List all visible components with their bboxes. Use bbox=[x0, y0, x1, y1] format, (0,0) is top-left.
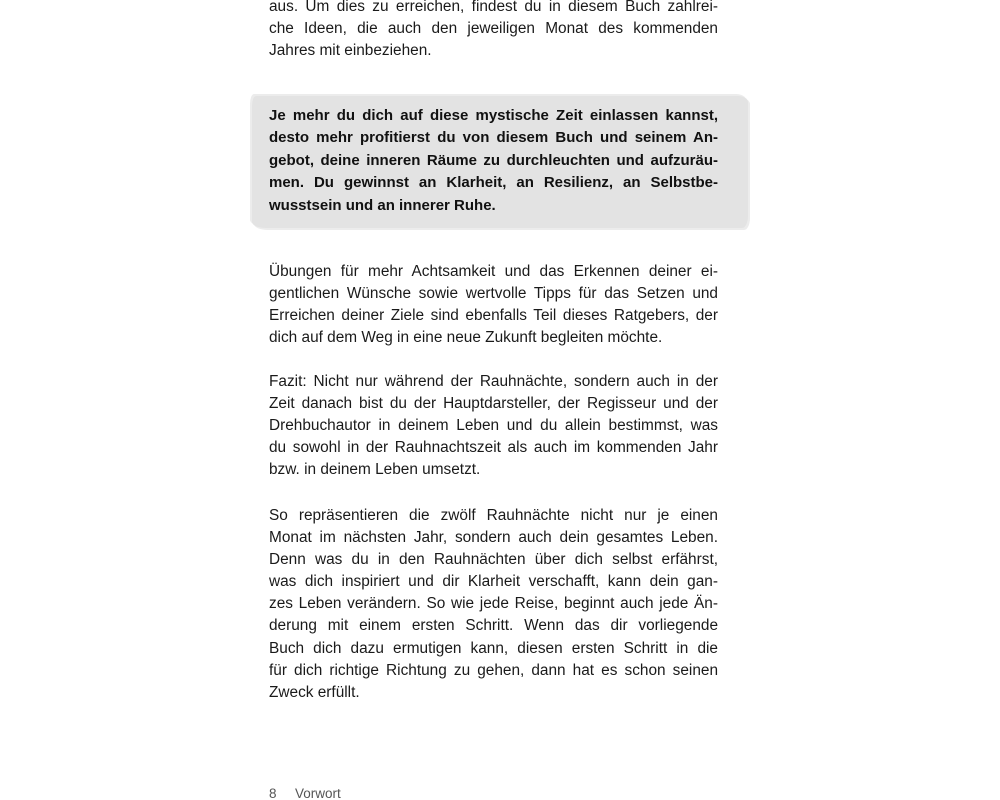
text-line: bzw. in deinem Leben umsetzt. bbox=[269, 461, 481, 479]
text-line: gebot, deine inneren Räume zu durchleuchten und aufzuräu- bbox=[269, 151, 718, 169]
paragraph-exercises bbox=[269, 261, 718, 349]
highlight-paragraph bbox=[269, 105, 718, 217]
paragraph-fazit bbox=[269, 371, 718, 481]
paragraph-intro-continued bbox=[269, 0, 718, 62]
text-line: gentlichen Wünsche sowie wertvolle Tipps für das Setzen und bbox=[269, 285, 718, 303]
text-line: derung mit einem ersten Schritt. Wenn das dir vorliegende bbox=[269, 617, 718, 635]
text-line: men. Du gewinnst an Klarheit, an Resilienz, an Selbstbe- bbox=[269, 174, 718, 192]
text-line: Buch dich dazu ermutigen kann, diesen ersten Schritt in die bbox=[269, 639, 718, 657]
text-line: was dich inspiriert und dir Klarheit verschafft, kann dein gan- bbox=[269, 573, 718, 591]
text-line: che Ideen, die auch den jeweiligen Monat des kommenden bbox=[269, 20, 718, 38]
section-title: Vorwort bbox=[295, 786, 341, 800]
text-line: Jahres mit einbeziehen. bbox=[269, 42, 432, 60]
text-line: So repräsentieren die zwölf Rauhnächte nicht nur je einen bbox=[269, 507, 718, 524]
paragraph-closing bbox=[269, 505, 718, 704]
text-line: Monat im nächsten Jahr, sondern auch dein gesamtes Leben. bbox=[269, 529, 718, 547]
text-line: desto mehr profitierst du von diesem Buch und seinem An- bbox=[269, 129, 718, 147]
text-line: Denn was du in den Rauhnächten über dich selbst erfährst, bbox=[269, 551, 718, 569]
text-line: Erreichen deiner Ziele sind ebenfalls Teil dieses Ratgebers, der bbox=[269, 307, 718, 325]
text-line: Zeit danach bist du der Hauptdarsteller, der Regisseur und der bbox=[269, 395, 718, 413]
text-line: Übungen für mehr Achtsamkeit und das Erkennen deiner ei- bbox=[269, 263, 718, 280]
text-line: Zweck erfüllt. bbox=[269, 683, 360, 701]
text-line: zes Leben verändern. So wie jede Reise, beginnt auch jede Än- bbox=[269, 595, 718, 613]
page-footer bbox=[269, 786, 341, 800]
text-line: wusstsein und an innerer Ruhe. bbox=[269, 196, 496, 214]
text-line: Je mehr du dich auf diese mystische Zeit einlassen kannst, bbox=[269, 107, 718, 124]
text-line: für dich richtige Richtung zu gehen, dann hat es schon seinen bbox=[269, 661, 718, 679]
text-line: Fazit: Nicht nur während der Rauhnächte, sondern auch in der bbox=[269, 373, 718, 390]
text-line: dich auf dem Weg in eine neue Zukunft begleiten möchte. bbox=[269, 329, 663, 347]
page-number: 8 bbox=[269, 786, 277, 800]
text-line: Drehbuchautor in deinem Leben und du allein bestimmst, was bbox=[269, 417, 718, 435]
text-line: aus. Um dies zu erreichen, findest du in diesem Buch zahlrei- bbox=[269, 0, 718, 15]
text-line: du sowohl in der Rauhnachtszeit als auch im kommenden Jahr bbox=[269, 439, 718, 457]
